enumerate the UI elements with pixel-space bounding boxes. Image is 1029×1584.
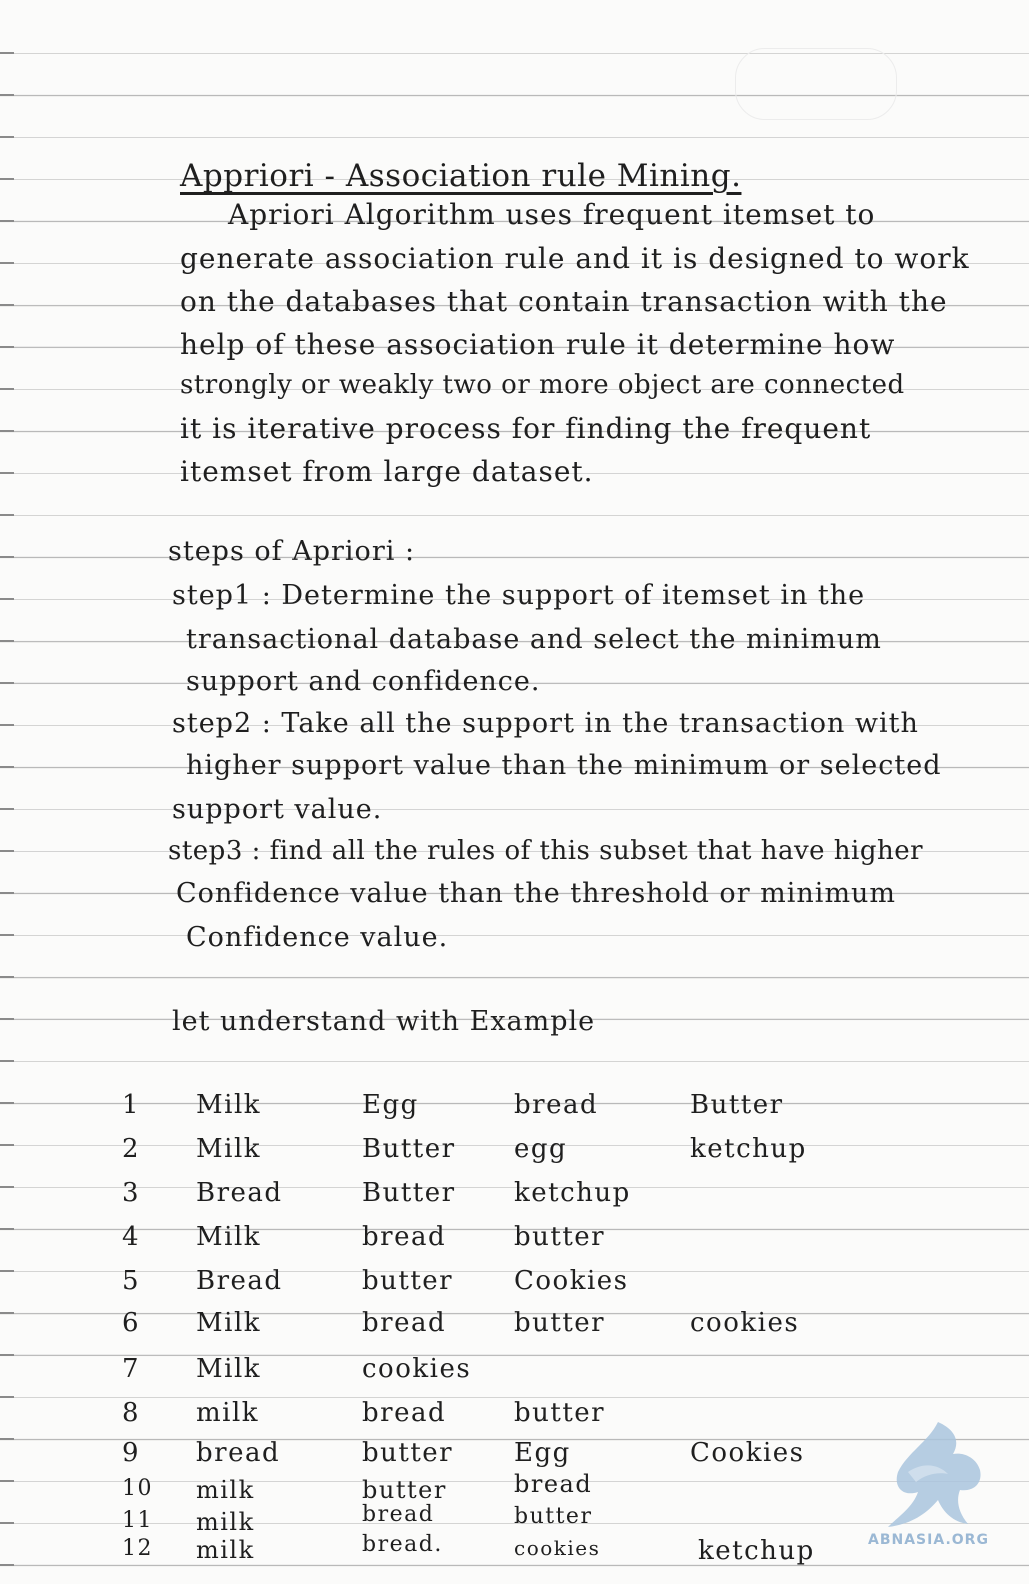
transaction-item: milk — [196, 1536, 255, 1564]
transaction-item: Bread — [196, 1178, 283, 1208]
transaction-item: bread — [514, 1090, 599, 1120]
transaction-item: butter — [362, 1476, 447, 1504]
transaction-id: 12 — [122, 1536, 153, 1561]
intro-line: generate association rule and it is designed to work — [180, 242, 970, 275]
transaction-id: 1 — [122, 1090, 141, 1120]
transaction-row — [0, 1222, 1029, 1262]
transaction-row — [0, 1266, 1029, 1306]
transaction-item: egg — [514, 1134, 568, 1164]
transaction-item: bread — [196, 1438, 281, 1468]
intro-line: strongly or weakly two or more object are connected — [180, 370, 905, 400]
transaction-item: milk — [196, 1508, 255, 1536]
transaction-item: bread — [362, 1398, 447, 1428]
transaction-item: bread — [514, 1470, 593, 1498]
transaction-item: butter — [514, 1222, 606, 1252]
page-title: Appriori - Association rule Mining. — [180, 158, 742, 194]
transaction-item: butter — [362, 1266, 454, 1296]
intro-line: it is iterative process for finding the frequent — [180, 412, 872, 445]
griffin-logo-icon — [868, 1412, 1018, 1572]
step-line: step3 : find all the rules of this subset that have higher — [168, 836, 924, 866]
transaction-item: milk — [196, 1398, 260, 1428]
transaction-item: bread — [362, 1222, 447, 1252]
example-heading: let understand with Example — [172, 1006, 596, 1037]
transaction-item: Cookies — [690, 1438, 805, 1468]
step-line: support and confidence. — [186, 666, 541, 697]
watermark-text: ABNASIA.ORG — [868, 1532, 989, 1548]
transaction-item: Milk — [196, 1308, 262, 1338]
transaction-item: ketchup — [514, 1178, 631, 1208]
transaction-item: milk — [196, 1476, 255, 1504]
transaction-item: Butter — [362, 1134, 456, 1164]
transaction-id: 9 — [122, 1438, 141, 1468]
intro-line: help of these association rule it determine how — [180, 328, 896, 361]
transaction-item: butter — [514, 1504, 593, 1529]
step-line: Confidence value than the threshold or minimum — [176, 878, 897, 909]
transaction-item: ketchup — [690, 1134, 807, 1164]
faint-stamp-outline — [735, 48, 897, 120]
transaction-row — [0, 1308, 1029, 1348]
transaction-item: Milk — [196, 1090, 262, 1120]
transaction-id: 10 — [122, 1476, 153, 1501]
transaction-item: Milk — [196, 1222, 262, 1252]
transaction-id: 8 — [122, 1398, 141, 1428]
transaction-item: cookies — [690, 1308, 800, 1338]
intro-line: itemset from large dataset. — [180, 455, 594, 488]
transaction-id: 6 — [122, 1308, 141, 1338]
transaction-item: ketchup — [698, 1536, 815, 1566]
transaction-item: Milk — [196, 1134, 262, 1164]
transaction-item: Butter — [690, 1090, 784, 1120]
transaction-id: 11 — [122, 1508, 153, 1533]
transaction-row — [0, 1134, 1029, 1174]
step-line: transactional database and select the minimum — [186, 624, 882, 655]
transaction-id: 5 — [122, 1266, 141, 1296]
step-line: step1 : Determine the support of itemset in the — [172, 580, 866, 611]
transaction-item: butter — [514, 1308, 606, 1338]
step-line: Confidence value. — [186, 922, 449, 953]
transaction-id: 2 — [122, 1134, 141, 1164]
transaction-item: butter — [514, 1398, 606, 1428]
transaction-item: bread. — [362, 1532, 443, 1557]
intro-line: Apriori Algorithm uses frequent itemset to — [228, 198, 876, 231]
step-line: higher support value than the minimum or selected — [186, 750, 942, 781]
transaction-item: cookies — [514, 1536, 601, 1560]
transaction-item: Cookies — [514, 1266, 629, 1296]
transaction-row — [0, 1090, 1029, 1130]
transaction-item: Bread — [196, 1266, 283, 1296]
transaction-item: cookies — [362, 1354, 472, 1384]
transaction-id: 4 — [122, 1222, 141, 1252]
transaction-item: Egg — [362, 1090, 419, 1120]
step-line: step2 : Take all the support in the transaction with — [172, 708, 919, 739]
transaction-row — [0, 1354, 1029, 1394]
transaction-item: Egg — [514, 1438, 571, 1468]
transaction-item: butter — [362, 1438, 454, 1468]
transaction-id: 3 — [122, 1178, 141, 1208]
transaction-id: 7 — [122, 1354, 141, 1384]
intro-line: on the databases that contain transaction with the — [180, 285, 948, 318]
steps-heading: steps of Apriori : — [168, 536, 416, 567]
transaction-item: bread — [362, 1308, 447, 1338]
transaction-item: Milk — [196, 1354, 262, 1384]
transaction-item: Butter — [362, 1178, 456, 1208]
transaction-row — [0, 1178, 1029, 1218]
step-line: support value. — [172, 794, 383, 825]
transaction-item: bread — [362, 1502, 435, 1527]
